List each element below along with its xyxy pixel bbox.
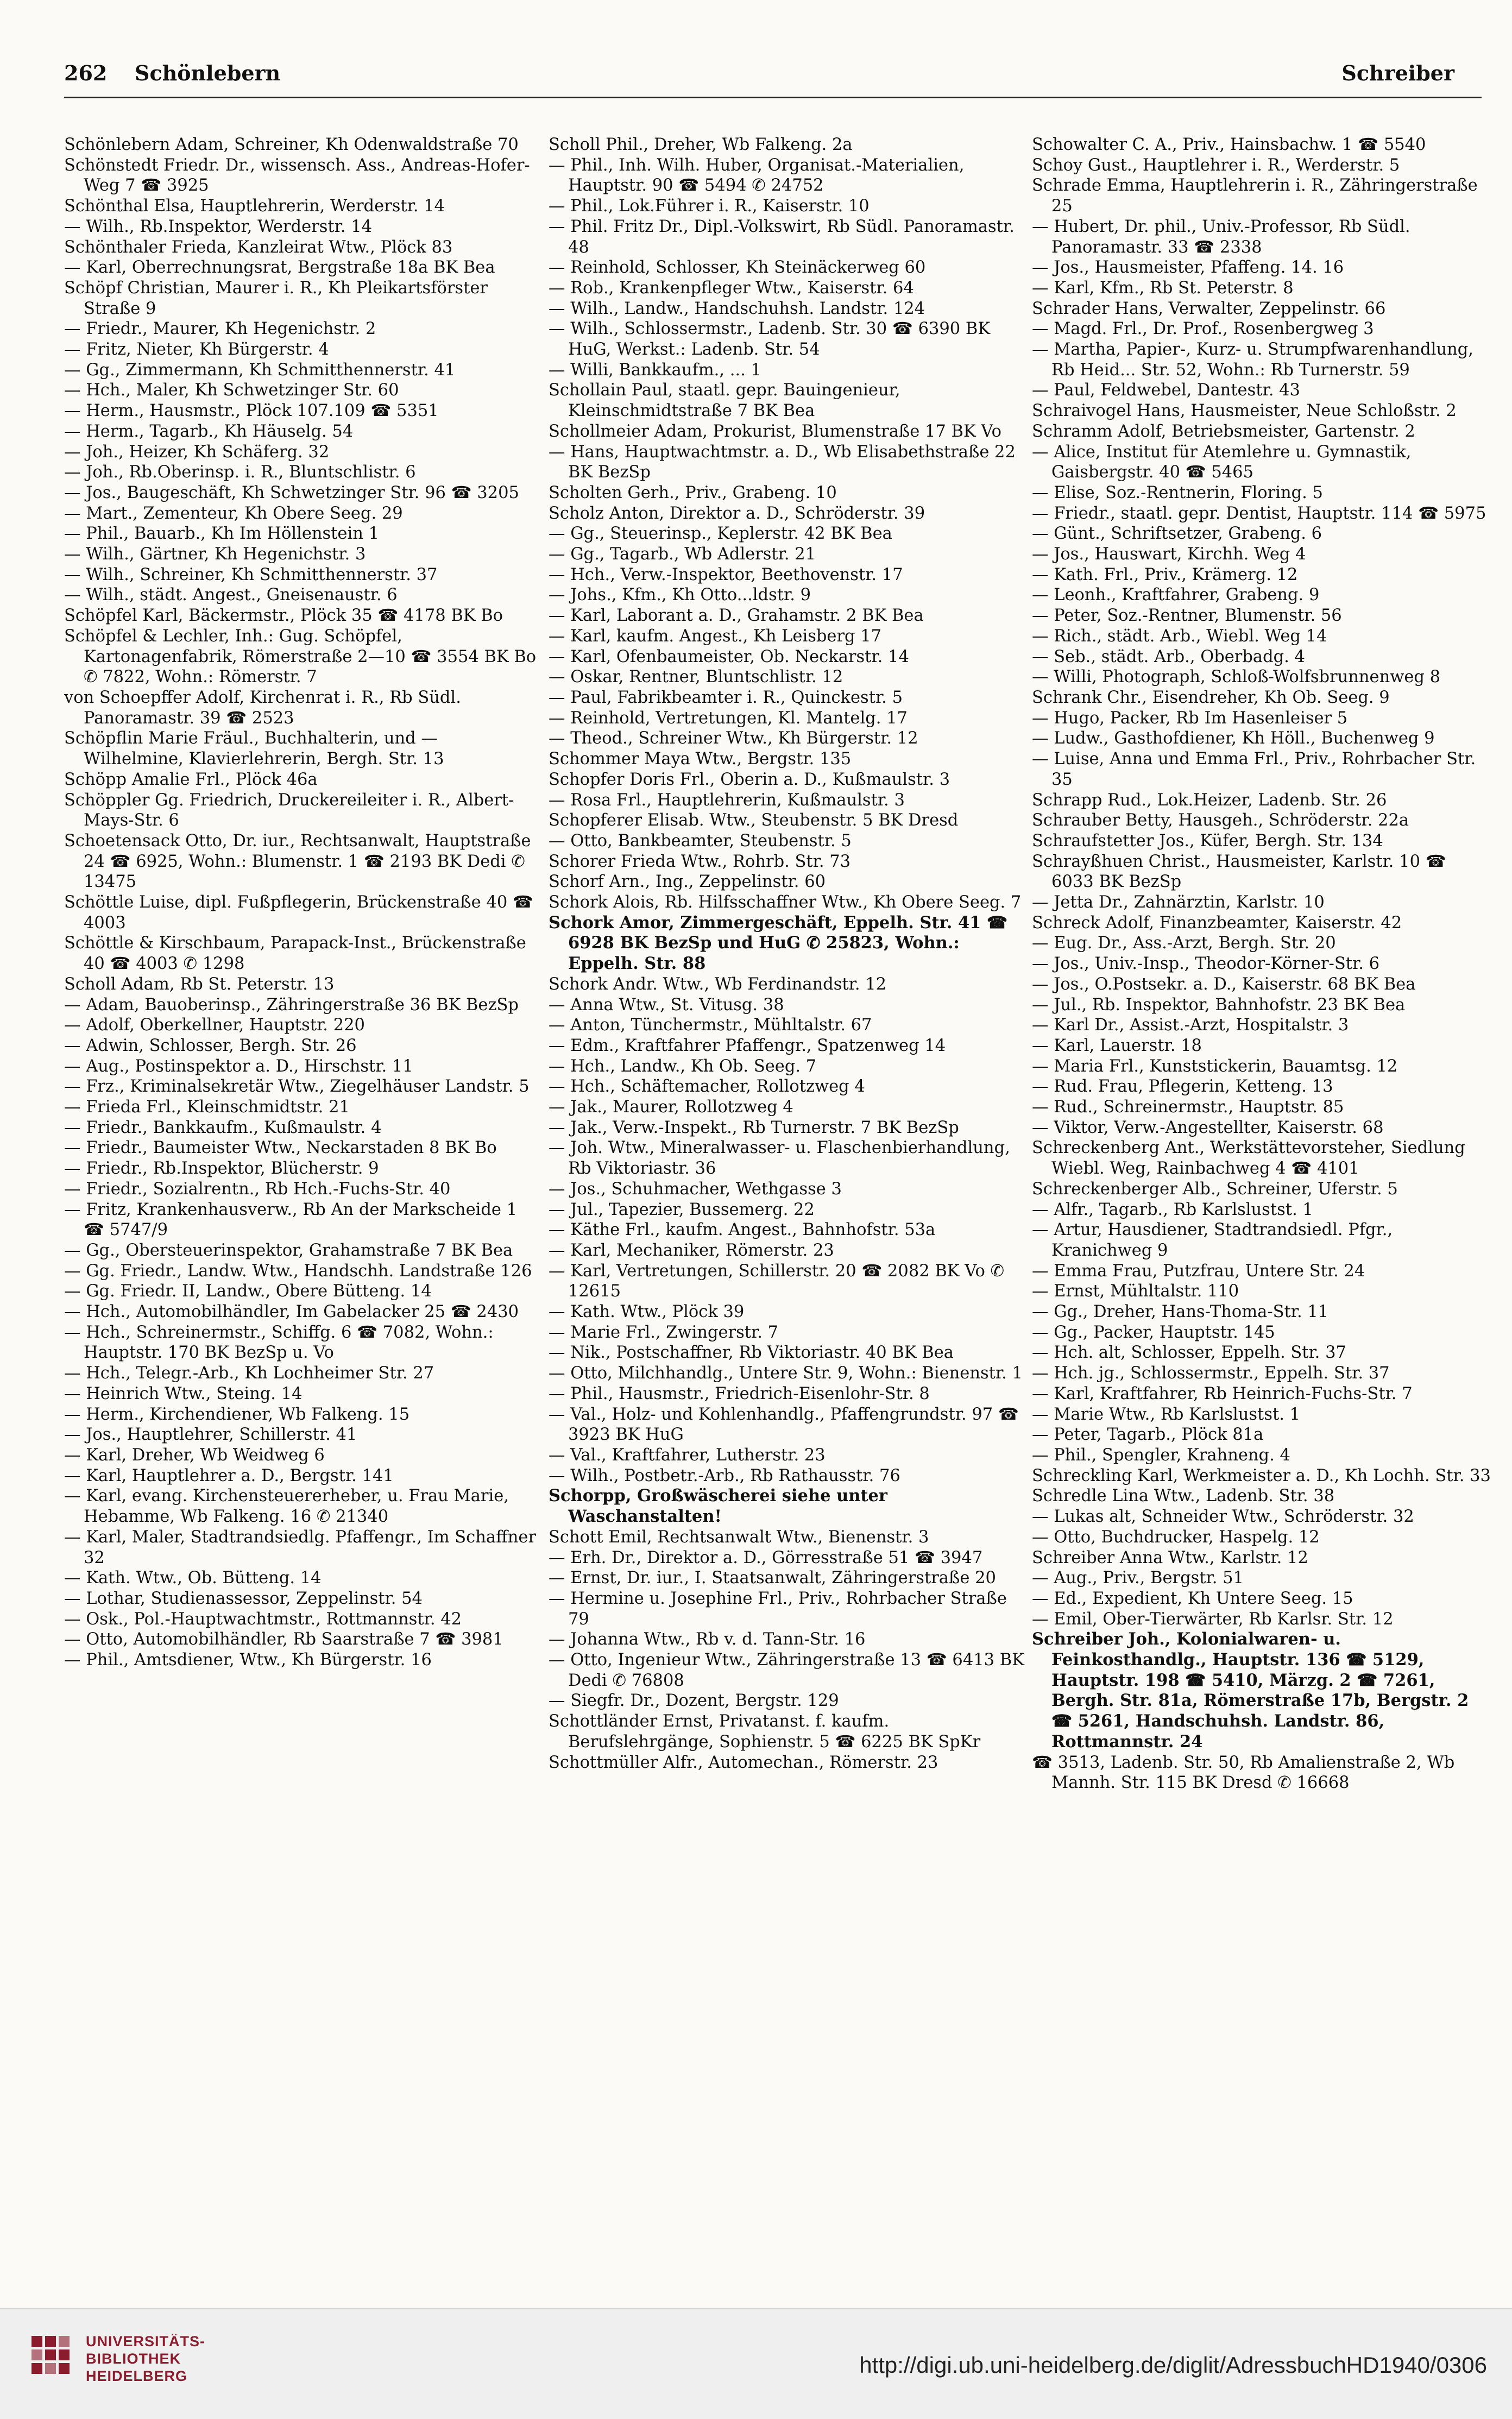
directory-entry: — Heinrich Wtw., Steing. 14 (64, 1384, 303, 1403)
column-2 (549, 135, 1026, 2302)
directory-entry: — Johs., Kfm., Kh Otto...ldstr. 9 (549, 585, 811, 605)
directory-entry: — Günt., Schriftsetzer, Grabeng. 6 (1032, 524, 1322, 544)
directory-entry: — Adwin, Schlosser, Bergh. Str. 26 (64, 1036, 357, 1055)
directory-entry: Schönstedt Friedr. Dr., wissensch. Ass., Andreas-Hofer-Weg 7 ☎ 3925 (64, 155, 530, 196)
directory-entry: Schreckling Karl, Werkmeister a. D., Kh Lochh. Str. 33 (1032, 1466, 1491, 1485)
directory-entry: Scholten Gerh., Priv., Grabeng. 10 (549, 483, 837, 502)
directory-entry: Schrauber Betty, Hausgeh., Schröderstr. 22a (1032, 811, 1409, 830)
directory-entry: Schönthal Elsa, Hauptlehrerin, Werderstr. 14 (64, 197, 445, 216)
directory-entry: — Edm., Kraftfahrer Pfaffengr., Spatzenweg 14 (549, 1036, 946, 1055)
directory-entry: — Friedr., Rb.Inspektor, Blücherstr. 9 (64, 1159, 379, 1179)
directory-entry: — Siegfr. Dr., Dozent, Bergstr. 129 (549, 1691, 839, 1711)
directory-entry: — Artur, Hausdiener, Stadtrandsiedl. Pfgr., Kranichweg 9 (1032, 1220, 1393, 1260)
directory-entry: — Gg., Packer, Hauptstr. 145 (1032, 1322, 1275, 1342)
directory-entry: — Kath. Wtw., Ob. Bütteng. 14 (64, 1568, 322, 1588)
directory-entry: — Gg., Dreher, Hans-Thoma-Str. 11 (1032, 1302, 1329, 1322)
directory-entry: Schöttle & Kirschbaum, Parapack-Inst., Brückenstraße 40 ☎ 4003 ✆ 1298 (64, 934, 526, 974)
directory-entry: Schommer Maya Wtw., Bergstr. 135 (549, 749, 852, 769)
directory-entry: — Karl, Oberrechnungsrat, Bergstraße 18a BK Bea (64, 258, 495, 278)
directory-entry: — Adolf, Oberkellner, Hauptstr. 220 (64, 1016, 365, 1035)
directory-entry: — Aug., Postinspektor a. D., Hirschstr. 11 (64, 1056, 413, 1076)
directory-entry: — Hch., Schreinermstr., Schiffg. 6 ☎ 7082, Wohn.: Hauptstr. 170 BK BezSp u. Vo (64, 1322, 494, 1363)
directory-entry: — Hch., Verw.-Inspektor, Beethovenstr. 17 (549, 565, 903, 584)
directory-entry: Schöpfel Karl, Bäckermstr., Plöck 35 ☎ 4178 BK Bo (64, 606, 503, 626)
directory-entry: — Friedr., Baumeister Wtw., Neckarstaden 8 BK Bo (64, 1138, 497, 1158)
directory-entry: Schramm Adolf, Betriebsmeister, Gartenstr. 2 (1032, 421, 1415, 441)
header-rule (64, 97, 1482, 98)
directory-entry: — Hans, Hauptwachtmstr. a. D., Wb Elisabethstraße 22 BK BezSp (549, 442, 1016, 482)
directory-entry: — Hermine u. Josephine Frl., Priv., Rohrbacher Straße 79 (549, 1589, 1007, 1629)
directory-entry: — Herm., Tagarb., Kh Häuselg. 54 (64, 421, 354, 441)
directory-entry: — Hch., Landw., Kh Ob. Seeg. 7 (549, 1056, 817, 1076)
directory-entry: — Jul., Tapezier, Bussemerg. 22 (549, 1200, 815, 1219)
directory-entry: — Otto, Milchhandlg., Untere Str. 9, Wohn.: Bienenstr. 1 (549, 1364, 1023, 1383)
source-url-link[interactable]: http://digi.ub.uni-heidelberg.de/diglit/AdressbuchHD1940/0306 (859, 2352, 1487, 2378)
directory-entry: — Karl, Maler, Stadtrandsiedlg. Pfaffengr., Im Schaffner 32 (64, 1527, 537, 1567)
directory-entry: — Karl, Mechaniker, Römerstr. 23 (549, 1240, 834, 1260)
directory-entry: — Joh. Wtw., Mineralwasser- u. Flaschenbierhandlung, Rb Viktoriastr. 36 (549, 1138, 1010, 1179)
directory-entry: Schork Andr. Wtw., Wb Ferdinandstr. 12 (549, 974, 887, 994)
directory-entry: — Wilh., Schlossermstr., Ladenb. Str. 30 ☎ 6390 BK HuG, Werkst.: Ladenb. Str. 54 (549, 319, 991, 360)
directory-entry: — Peter, Tagarb., Plöck 81a (1032, 1425, 1264, 1445)
directory-entry: — Gg., Steuerinsp., Keplerstr. 42 BK Bea (549, 524, 892, 544)
directory-entry: — Leonh., Kraftfahrer, Grabeng. 9 (1032, 585, 1320, 605)
directory-entry: — Phil., Spengler, Krahneng. 4 (1032, 1446, 1290, 1465)
directory-entry: — Friedr., Bankkaufm., Kußmaulstr. 4 (64, 1118, 382, 1137)
right-running-head: Schreiber (1341, 61, 1454, 85)
directory-entry: — Rosa Frl., Hauptlehrerin, Kußmaulstr. 3 (549, 790, 905, 810)
directory-entry: — Rob., Krankenpfleger Wtw., Kaiserstr. 64 (549, 278, 914, 298)
directory-entry: — Frieda Frl., Kleinschmidtstr. 21 (64, 1098, 350, 1117)
directory-entry: — Käthe Frl., kaufm. Angest., Bahnhofstr. 53a (549, 1220, 936, 1240)
page-number: 262 (64, 61, 108, 85)
directory-entry: — Phil., Amtsdiener, Wtw., Kh Bürgerstr. 16 (64, 1651, 432, 1670)
directory-entry: — Lukas alt, Schneider Wtw., Schröderstr. 32 (1032, 1507, 1414, 1527)
directory-entry: — Jos., Univ.-Insp., Theodor-Körner-Str. 6 (1032, 954, 1380, 974)
directory-entry: — Mart., Zementeur, Kh Obere Seeg. 29 (64, 503, 403, 523)
directory-entry: — Karl, Dreher, Wb Weidweg 6 (64, 1446, 325, 1465)
directory-entry: — Nik., Postschaffner, Rb Viktoriastr. 40 BK Bea (549, 1343, 954, 1363)
directory-entry: — Otto, Bankbeamter, Steubenstr. 5 (549, 831, 852, 851)
directory-entry: Schöttle Luise, dipl. Fußpflegerin, Brückenstraße 40 ☎ 4003 (64, 893, 533, 933)
directory-entry: — Wilh., Postbetr.-Arb., Rb Rathausstr. 76 (549, 1466, 900, 1485)
directory-entry: — Martha, Papier-, Kurz- u. Strumpfwarenhandlung, Rb Heid... Str. 52, Wohn.: Rb Turnerstr. 59 (1032, 340, 1473, 380)
directory-entry: — Jul., Rb. Inspektor, Bahnhofstr. 23 BK Bea (1032, 995, 1406, 1015)
directory-entry: — Karl, Laborant a. D., Grahamstr. 2 BK Bea (549, 606, 924, 626)
directory-entry: Schott Emil, Rechtsanwalt Wtw., Bienenstr. 3 (549, 1527, 929, 1547)
directory-entry: — Kath. Wtw., Plöck 39 (549, 1302, 745, 1322)
column-3 (1032, 135, 1492, 2302)
directory-entry: — Hch., Telegr.-Arb., Kh Lochheimer Str. 27 (64, 1364, 434, 1383)
directory-entry: von Schoepffer Adolf, Kirchenrat i. R., Rb Südl. Panoramastr. 39 ☎ 2523 (64, 688, 461, 728)
directory-entry: — Phil., Bauarb., Kh Im Höllenstein 1 (64, 524, 379, 544)
directory-entry: Schöpfel & Lechler, Inh.: Gug. Schöpfel, Kartonagenfabrik, Römerstraße 2—10 ☎ 3554 BK Bo ✆ 7822, Wohn.: Römerstr. 7 (64, 626, 537, 687)
directory-entry: — Jos., Hauswart, Kirchh. Weg 4 (1032, 545, 1306, 564)
directory-entry: — Karl, Lauerstr. 18 (1032, 1036, 1202, 1055)
directory-entry: — Lothar, Studienassessor, Zeppelinstr. 54 (64, 1589, 423, 1608)
directory-entry: — Fritz, Nieter, Kh Bürgerstr. 4 (64, 340, 329, 360)
directory-entry: — Alice, Institut für Atemlehre u. Gymnastik, Gaisbergstr. 40 ☎ 5465 (1032, 442, 1412, 482)
directory-entry: — Jak., Verw.-Inspekt., Rb Turnerstr. 7 BK BezSp (549, 1118, 959, 1137)
directory-entry: — Karl, Vertretungen, Schillerstr. 20 ☎ 2082 BK Vo ✆ 12615 (549, 1261, 1005, 1301)
directory-entry: — Jak., Maurer, Rollotzweg 4 (549, 1098, 793, 1117)
directory-entry: — Val., Holz- und Kohlenhandlg., Pfaffengrundstr. 97 ☎ 3923 BK HuG (549, 1404, 1019, 1445)
directory-entry: — Hch. alt, Schlosser, Eppelh. Str. 37 (1032, 1343, 1346, 1363)
library-name-line-1: UNIVERSITÄTS- (86, 2333, 206, 2349)
directory-entry: — Eug. Dr., Ass.-Arzt, Bergh. Str. 20 (1032, 934, 1336, 953)
directory-entry: — Alfr., Tagarb., Rb Karlslustst. 1 (1032, 1200, 1313, 1219)
directory-entry: — Herm., Hausmstr., Plöck 107.109 ☎ 5351 (64, 401, 439, 421)
directory-entry: Schollain Paul, staatl. gepr. Bauingenieur, Kleinschmidtstraße 7 BK Bea (549, 381, 900, 421)
directory-entry: — Osk., Pol.-Hauptwachtmstr., Rottmannstr. 42 (64, 1609, 462, 1629)
directory-entry: — Emma Frau, Putzfrau, Untere Str. 24 (1032, 1261, 1365, 1281)
directory-entry: — Kath. Frl., Priv., Krämerg. 12 (1032, 565, 1298, 584)
directory-entry: — Rud., Schreinermstr., Hauptstr. 85 (1032, 1098, 1344, 1117)
directory-entry: — Friedr., Sozialrentn., Rb Hch.-Fuchs-Str. 40 (64, 1179, 451, 1199)
directory-entry: — Val., Kraftfahrer, Lutherstr. 23 (549, 1446, 826, 1465)
directory-entry: Schönthaler Frieda, Kanzleirat Wtw., Plöck 83 (64, 237, 453, 257)
directory-entry: — Maria Frl., Kunststickerin, Bauamtsg. 12 (1032, 1056, 1398, 1076)
library-name (86, 2333, 205, 2385)
directory-entry: — Karl, Kraftfahrer, Rb Heinrich-Fuchs-Str. 7 (1032, 1384, 1413, 1403)
directory-entry: — Wilh., Rb.Inspektor, Werderstr. 14 (64, 217, 373, 236)
directory-entry: — Karl, Ofenbaumeister, Ob. Neckarstr. 14 (549, 647, 909, 666)
directory-entry: — Hch., Maler, Kh Schwetzinger Str. 60 (64, 381, 399, 400)
directory-entry: Schraufstetter Jos., Küfer, Bergh. Str. 134 (1032, 831, 1383, 851)
directory-entry: — Emil, Ober-Tierwärter, Rb Karlsr. Str. 12 (1032, 1609, 1394, 1629)
directory-entry: — Marie Frl., Zwingerstr. 7 (549, 1322, 779, 1342)
directory-entry: — Friedr., Maurer, Kh Hegenichstr. 2 (64, 319, 376, 339)
directory-entry: — Paul, Fabrikbeamter i. R., Quinckestr. 5 (549, 688, 903, 707)
directory-entry: — Reinhold, Vertretungen, Kl. Mantelg. 17 (549, 708, 908, 728)
directory-entry: — Gg., Zimmermann, Kh Schmitthennerstr. 41 (64, 360, 456, 380)
directory-entry: Schoetensack Otto, Dr. iur., Rechtsanwalt, Hauptstraße 24 ☎ 6925, Wohn.: Blumenstr. 1 ☎ 2193 BK Dedi ✆ 13475 (64, 831, 531, 892)
directory-entry: — Anna Wtw., St. Vitusg. 38 (549, 995, 784, 1015)
directory-entry: Schorpp, Großwäscherei siehe unter Waschanstalten! (549, 1486, 887, 1527)
directory-entry: — Rich., städt. Arb., Wiebl. Weg 14 (1032, 626, 1327, 646)
directory-entry: — Ed., Expedient, Kh Untere Seeg. 15 (1032, 1589, 1353, 1608)
directory-entry: Schöppler Gg. Friedrich, Druckereileiter i. R., Albert-Mays-Str. 6 (64, 790, 514, 830)
directory-entry: — Friedr., staatl. gepr. Dentist, Hauptstr. 114 ☎ 5975 (1032, 503, 1486, 523)
directory-entry: — Marie Wtw., Rb Karlslustst. 1 (1032, 1404, 1301, 1424)
directory-entry: Schottmüller Alfr., Automechan., Römerstr. 23 (549, 1753, 938, 1772)
directory-entry: Schrader Hans, Verwalter, Zeppelinstr. 66 (1032, 299, 1386, 318)
directory-entry: — Johanna Wtw., Rb v. d. Tann-Str. 16 (549, 1630, 866, 1649)
directory-entry: — Paul, Feldwebel, Dantestr. 43 (1032, 381, 1300, 400)
directory-entry: — Karl, Kfm., Rb St. Peterstr. 8 (1032, 278, 1294, 298)
directory-entry: Schöpp Amalie Frl., Plöck 46a (64, 770, 318, 789)
directory-entry: Schottländer Ernst, Privatanst. f. kaufm. Berufslehrgänge, Sophienstr. 5 ☎ 6225 BK SpKr (549, 1712, 981, 1752)
library-logo-icon (26, 2330, 75, 2379)
directory-entry: — Gg. Friedr., Landw. Wtw., Handschh. Landstraße 126 (64, 1261, 532, 1281)
directory-entry: Schreckenberger Alb., Schreiner, Uferstr. 5 (1032, 1179, 1398, 1199)
library-name-line-3: HEIDELBERG (86, 2368, 188, 2384)
directory-entry: Schreck Adolf, Finanzbeamter, Kaiserstr. 42 (1032, 913, 1402, 933)
directory-entry: Schreiber Anna Wtw., Karlstr. 12 (1032, 1548, 1308, 1567)
directory-entry: Schowalter C. A., Priv., Hainsbachw. 1 ☎ 5540 (1032, 135, 1426, 154)
directory-entry: — Karl, evang. Kirchensteuererheber, u. Frau Marie, Hebamme, Wb Falkeng. 16 ✆ 21340 (64, 1486, 509, 1527)
directory-entry: Schraivogel Hans, Hausmeister, Neue Schloßstr. 2 (1032, 401, 1457, 421)
directory-entry: — Joh., Heizer, Kh Schäferg. 32 (64, 442, 330, 462)
directory-entry: — Theod., Schreiner Wtw., Kh Bürgerstr. 12 (549, 729, 918, 748)
directory-entry: — Karl, kaufm. Angest., Kh Leisberg 17 (549, 626, 882, 646)
directory-entry: Schreiber Joh., Kolonialwaren- u. Feinkosthandlg., Hauptstr. 136 ☎ 5129, Hauptstr. 198 ☎ 5410, Märzg. 2 ☎ 7261, Bergh. Str. 81a, Römerstraße 17b, Bergstr. 2 ☎ 5261, Handschuhsh. Landstr. 86, Rottmannstr. 24 (1032, 1629, 1469, 1752)
directory-entry: — Hugo, Packer, Rb Im Hasenleiser 5 (1032, 708, 1348, 728)
directory-entry: — Anton, Tünchermstr., Mühltalstr. 67 (549, 1016, 872, 1035)
directory-entry: — Wilh., städt. Angest., Gneisenaustr. 6 (64, 585, 398, 605)
column-1 (64, 135, 542, 2302)
page-header (64, 61, 1476, 93)
directory-entry: Schollmeier Adam, Prokurist, Blumenstraße 17 BK Vo (549, 421, 1002, 441)
directory-entry: Schönlebern Adam, Schreiner, Kh Odenwaldstraße 70 (64, 135, 519, 154)
directory-entry: — Karl, Hauptlehrer a. D., Bergstr. 141 (64, 1466, 394, 1485)
directory-entry: — Hch., Automobilhändler, Im Gabelacker 25 ☎ 2430 (64, 1302, 519, 1322)
directory-entry: — Ernst, Dr. iur., I. Staatsanwalt, Zähringerstraße 20 (549, 1568, 996, 1588)
directory-entry: — Phil., Lok.Führer i. R., Kaiserstr. 10 (549, 197, 870, 216)
directory-entry: Schorer Frieda Wtw., Rohrb. Str. 73 (549, 852, 851, 871)
directory-entry: — Jos., Schuhmacher, Wethgasse 3 (549, 1179, 842, 1199)
directory-entry: Scholz Anton, Direktor a. D., Schröderstr. 39 (549, 503, 925, 523)
left-running-head: Schönlebern (135, 61, 281, 85)
directory-entry: Scholl Adam, Rb St. Peterstr. 13 (64, 974, 335, 994)
directory-entry: — Otto, Ingenieur Wtw., Zähringerstraße 13 ☎ 6413 BK Dedi ✆ 76808 (549, 1651, 1024, 1690)
directory-entry: — Fritz, Krankenhausverw., Rb An der Markscheide 1 ☎ 5747/9 (64, 1200, 518, 1240)
directory-entry: — Gg., Obersteuerinspektor, Grahamstraße 7 BK Bea (64, 1240, 513, 1260)
directory-entry: — Wilh., Schreiner, Kh Schmitthennerstr. 37 (64, 565, 438, 584)
directory-entry: Schrade Emma, Hauptlehrerin i. R., Zähringerstraße 25 (1032, 176, 1478, 216)
directory-entry: Scholl Phil., Dreher, Wb Falkeng. 2a (549, 135, 853, 154)
directory-entry: Schredle Lina Wtw., Ladenb. Str. 38 (1032, 1486, 1335, 1506)
directory-entry: — Erh. Dr., Direktor a. D., Görresstraße 51 ☎ 3947 (549, 1548, 983, 1567)
directory-entry: — Jos., Hausmeister, Pfaffeng. 14. 16 (1032, 258, 1344, 278)
directory-entry: — Wilh., Gärtner, Kh Hegenichstr. 3 (64, 545, 366, 564)
directory-entry: — Jos., Hauptlehrer, Schillerstr. 41 (64, 1425, 357, 1445)
directory-entry: — Peter, Soz.-Rentner, Blumenstr. 56 (1032, 606, 1342, 626)
directory-entry: Schopferer Elisab. Wtw., Steubenstr. 5 BK Dresd (549, 811, 959, 830)
directory-entry: — Hubert, Dr. phil., Univ.-Professor, Rb Südl. Panoramastr. 33 ☎ 2338 (1032, 217, 1410, 257)
directory-entry: — Hch., Schäftemacher, Rollotzweg 4 (549, 1077, 865, 1097)
directory-entry: — Rud. Frau, Pflegerin, Ketteng. 13 (1032, 1077, 1333, 1097)
footer-bar (0, 2308, 1512, 2419)
directory-entry: — Otto, Buchdrucker, Haspelg. 12 (1032, 1527, 1320, 1547)
directory-entry: Schöpflin Marie Fräul., Buchhalterin, und — Wilhelmine, Klavierlehrerin, Bergh. Str. 13 (64, 729, 444, 769)
directory-entry: — Oskar, Rentner, Bluntschlistr. 12 (549, 667, 843, 687)
directory-entry: — Wilh., Landw., Handschuhsh. Landstr. 124 (549, 299, 925, 318)
directory-entry: — Aug., Priv., Bergstr. 51 (1032, 1568, 1244, 1588)
directory-entry: — Elise, Soz.-Rentnerin, Floring. 5 (1032, 483, 1323, 502)
directory-entry: — Willi, Bankkaufm., ... 1 (549, 360, 761, 380)
directory-entry: Schork Alois, Rb. Hilfsschaffner Wtw., Kh Obere Seeg. 7 (549, 893, 1022, 912)
directory-entry: — Luise, Anna und Emma Frl., Priv., Rohrbacher Str. 35 (1032, 749, 1476, 789)
directory-entry: Schreckenberg Ant., Werkstättevorsteher, Siedlung Wiebl. Weg, Rainbachweg 4 ☎ 4101 (1032, 1138, 1465, 1179)
directory-entry: — Jos., Baugeschäft, Kh Schwetzinger Str. 96 ☎ 3205 (64, 483, 519, 502)
directory-entry: — Adam, Bauoberinsp., Zähringerstraße 36 BK BezSp (64, 995, 519, 1015)
library-name-line-2: BIBLIOTHEK (86, 2351, 181, 2367)
directory-entry: — Herm., Kirchendiener, Wb Falkeng. 15 (64, 1404, 410, 1424)
directory-entry: — Gg., Tagarb., Wb Adlerstr. 21 (549, 545, 816, 564)
directory-entry: Schöpf Christian, Maurer i. R., Kh Pleikartsförster Straße 9 (64, 278, 488, 318)
directory-entry: — Karl Dr., Assist.-Arzt, Hospitalstr. 3 (1032, 1016, 1349, 1035)
directory-entry: — Viktor, Verw.-Angestellter, Kaiserstr. 68 (1032, 1118, 1384, 1137)
directory-entry: — Reinhold, Schlosser, Kh Steinäckerweg 60 (549, 258, 926, 278)
directory-entry: — Jos., O.Postsekr. a. D., Kaiserstr. 68 BK Bea (1032, 974, 1416, 994)
directory-entry: — Ernst, Mühltalstr. 110 (1032, 1282, 1239, 1301)
directory-entry: Schopfer Doris Frl., Oberin a. D., Kußmaulstr. 3 (549, 770, 950, 789)
directory-entry: — Seb., städt. Arb., Oberbadg. 4 (1032, 647, 1305, 666)
directory-entry: — Joh., Rb.Oberinsp. i. R., Bluntschlistr. 6 (64, 463, 416, 482)
directory-entry: — Magd. Frl., Dr. Prof., Rosenbergweg 3 (1032, 319, 1374, 339)
directory-entry: — Phil., Hausmstr., Friedrich-Eisenlohr-Str. 8 (549, 1384, 930, 1403)
directory-entry: Schrapp Rud., Lok.Heizer, Ladenb. Str. 26 (1032, 790, 1387, 810)
directory-entry: Schrayßhuen Christ., Hausmeister, Karlstr. 10 ☎ 6033 BK BezSp (1032, 852, 1446, 892)
directory-entry: — Hch. jg., Schlossermstr., Eppelh. Str. 37 (1032, 1364, 1390, 1383)
directory-entry: Schrank Chr., Eisendreher, Kh Ob. Seeg. 9 (1032, 688, 1390, 707)
directory-entry: — Phil., Inh. Wilh. Huber, Organisat.-Materialien, Hauptstr. 90 ☎ 5494 ✆ 24752 (549, 155, 965, 196)
directory-entry: ☎ 3513, Ladenb. Str. 50, Rb Amalienstraße 2, Wb Mannh. Str. 115 BK Dresd ✆ 16668 (1032, 1753, 1455, 1793)
directory-entry: Schorf Arn., Ing., Zeppelinstr. 60 (549, 872, 826, 892)
directory-entry: Schoy Gust., Hauptlehrer i. R., Werderstr. 5 (1032, 155, 1400, 175)
directory-entry: — Jetta Dr., Zahnärztin, Karlstr. 10 (1032, 893, 1325, 912)
directory-entry: — Willi, Photograph, Schloß-Wolfsbrunnenweg 8 (1032, 667, 1441, 687)
directory-entry: — Ludw., Gasthofdiener, Kh Höll., Buchenweg 9 (1032, 729, 1435, 748)
directory-entry: — Frz., Kriminalsekretär Wtw., Ziegelhäuser Landstr. 5 (64, 1077, 530, 1097)
directory-entry: — Gg. Friedr. II, Landw., Obere Bütteng. 14 (64, 1282, 432, 1301)
directory-entry: — Phil. Fritz Dr., Dipl.-Volkswirt, Rb Südl. Panoramastr. 48 (549, 217, 1015, 257)
directory-entry: — Otto, Automobilhändler, Rb Saarstraße 7 ☎ 3981 (64, 1630, 503, 1649)
directory-entry: Schork Amor, Zimmergeschäft, Eppelh. Str. 41 ☎ 6928 BK BezSp und HuG ✆ 25823, Wohn.: Eppelh. Str. 88 (549, 912, 1008, 974)
